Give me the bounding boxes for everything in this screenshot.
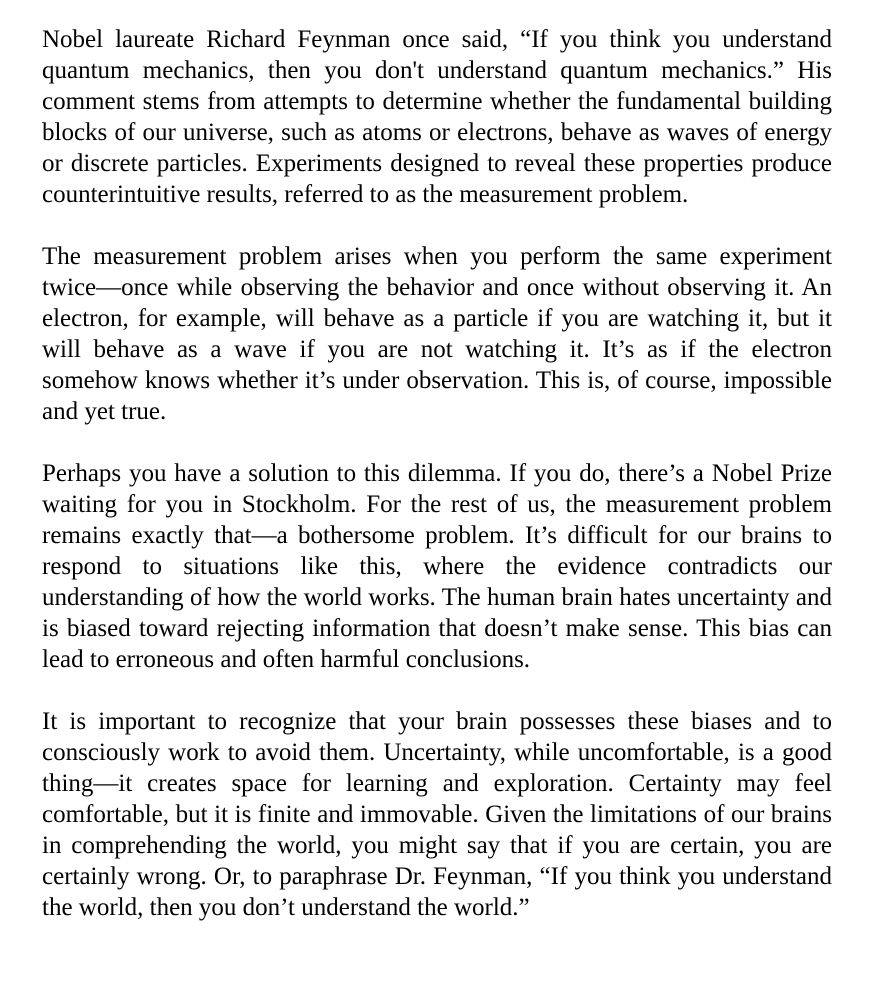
paragraph-feynman-quote: Nobel laureate Richard Feynman once said, “If you think you understand quantum mechanics, then you don't understand quantum mechanics.” His comment stems from attempts to determine whether the fundamental building blocks of our universe, such as atoms or electrons, behave as waves of energy or discrete particles. Experiments designed to reveal these properties produce counterintuitive results, referred to as the measurement problem. <box>42 26 832 208</box>
paragraph-dilemma: Perhaps you have a solution to this dilemma. If you do, there’s a Nobel Prize waiting for you in Stockholm. For the rest of us, the measurement problem remains exactly that—a bothersome problem. It’s difficult for our brains to respond to situations like this, where the evidence contradicts our understanding of how the world works. The human brain hates uncertainty and is biased toward rejecting information that doesn’t make sense. This bias can lead to erroneous and often harmful conclusions. <box>42 460 832 673</box>
paragraph-measurement-problem: The measurement problem arises when you perform the same experiment twice—once while observing the behavior and once without observing it. An electron, for example, will behave as a particle if you are watching it, but it will behave as a wave if you are not watching it. It’s as if the electron somehow knows whether it’s under observation. This is, of course, impossible and yet true. <box>42 243 832 425</box>
paragraph-uncertainty: It is important to recognize that your brain possesses these biases and to consciously work to avoid them. Uncertainty, while uncomfortable, is a good thing—it creates space for learning and exploration. Certainty may feel comfortable, but it is finite and immovable. Given the limitations of our brains in comprehending the world, you might say that if you are certain, you are certainly wrong. Or, to paraphrase Dr. Feynman, “If you think you understand the world, then you don’t understand the world.” <box>42 708 832 921</box>
document-body <box>42 24 832 923</box>
